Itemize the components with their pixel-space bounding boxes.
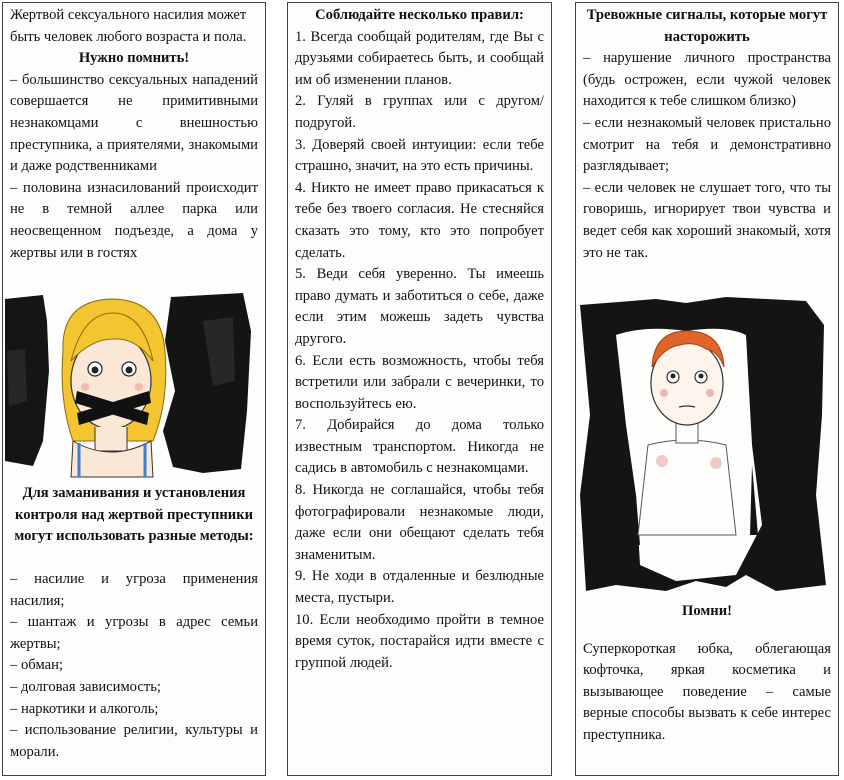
rule-item: 2. Гуляй в группах или с другом/подругой. (295, 93, 544, 131)
gagged-girl-illustration (3, 291, 265, 481)
method-item: – насилие и угроза применения насилия; (10, 571, 258, 609)
remember-block (583, 601, 831, 747)
methods-heading: Для заманивания и установления контроля над жертвой преступники могут использовать разные методы: (14, 485, 254, 545)
column-warning-signs (575, 2, 839, 776)
rule-item: 3. Доверяй своей интуиции: если тебе страшно, значит, на это есть причины. (295, 136, 544, 175)
column-rules (287, 2, 552, 776)
methods-list (10, 569, 258, 763)
rule-item: 8. Никогда не соглашайся, чтобы тебя фотографировали незнакомые люди, даже если они обещают сделать тебя знаменитым. (295, 482, 544, 563)
signals-heading: Тревожные сигналы, которые могут насторожить (586, 7, 828, 45)
rules-block (295, 5, 544, 674)
rule-item: 7. Добирайся до дома только известным транспортом. Никогда не садись в автомобиль с незнакомцами. (295, 417, 544, 477)
method-item: – использование религии, культуры и морали. (10, 722, 258, 760)
signal-item: – нарушение личного пространства (будь острожен, если чужой человек находится к тебе слишком близко) (583, 50, 831, 110)
rule-item: 4. Никто не имеет право прикасаться к тебе без твоего согласия. Не стесняйся сказать это тому, кто это попробует сделать. (295, 179, 544, 261)
signal-item: – если незнакомый человек пристально смотрит на тебя и демонстративно разглядывает; (583, 114, 831, 175)
signal-item: – если человек не слушает того, что ты говоришь, игнорирует твои чувства и ведет себя как хороший знакомый, хотя это не так. (583, 179, 831, 261)
fact-item: – большинство сексуальных нападений совершается не примитивными незнакомцами с внешностью преступника, а приятелями, знакомыми и даже родственниками (10, 71, 258, 175)
signals-block (583, 5, 831, 264)
method-item: – шантаж и угрозы в адрес семьи жертвы; (10, 614, 258, 652)
rules-heading: Соблюдайте несколько правил: (315, 7, 524, 23)
rule-item: 1. Всегда сообщай родителям, где Вы с друзьями собираетесь быть, и сообщай им об изменении планов. (295, 28, 544, 88)
rule-item: 9. Не ходи в отдаленные и безлюдные места, пустыри. (295, 568, 544, 607)
frightened-boy-illustration (576, 295, 838, 595)
rule-item: 6. Если есть возможность, чтобы тебя встретили или забрали с вечеринки, то воспользуйтесь ею. (295, 352, 544, 412)
column1-top-text (10, 5, 258, 264)
remember-heading: Помни! (682, 603, 732, 619)
fact-item: – половина изнасилований происходит не в темной аллее парка или неосвещенном подъезде, а дома у жертвы или в гостях (10, 179, 258, 261)
remember-heading: Нужно помнить! (78, 50, 190, 67)
column-victims (2, 2, 266, 776)
remember-text: Суперкороткая юбка, облегающая кофточка, яркая косметика и вызывающее поведение – самые верные способы вызвать к себе интерес преступника. (583, 640, 831, 743)
method-item: – долговая зависимость; (10, 678, 161, 695)
rule-item: 5. Веди себя уверенно. Ты имеешь право думать и заботиться о себе, даже если этим можешь задеть чувства другого. (295, 266, 544, 347)
intro-text: Жертвой сексуального насилия может быть человек любого возраста и пола. (10, 7, 247, 45)
method-item: – обман; (10, 657, 64, 674)
rule-item: 10. Если необходимо пройти в темное время суток, постарайся идти вместе с группой людей. (295, 611, 544, 671)
method-item: – наркотики и алкоголь; (10, 700, 159, 717)
